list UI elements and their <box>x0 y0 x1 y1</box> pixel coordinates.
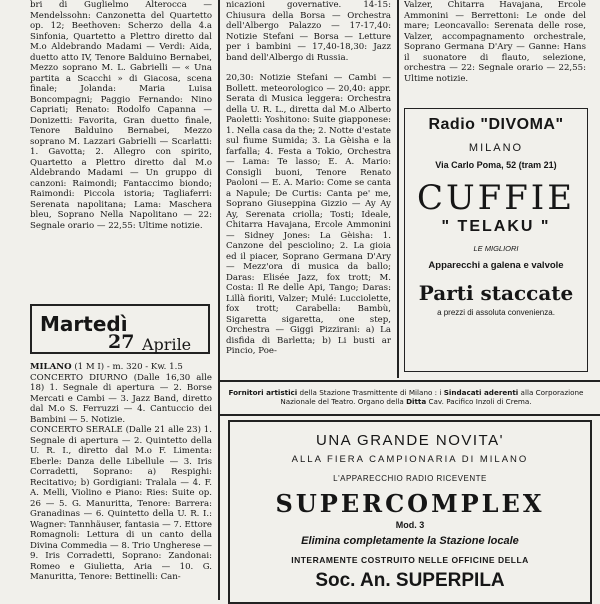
ad-built: INTERAMENTE COSTRUITO NELLE OFFICINE DELLA <box>291 555 529 565</box>
ad-supercomplex <box>228 420 592 604</box>
program-text-2: 20,30: Notizie Stefani — Cambi — Bollett. meteorologico — 20,40: appr. Serata di Musica leggera: Orchestra della U. R. L., diretta dal M.o Alberto Paoletti: Yoshitono: Suite giapponese: 1. Nella casa da the; 2. Notte d'estate sul fiume Sumida; 3. La Gèisha e la farfalla; 4. Festa a Tokio, Orchestra — Lama: Te lasso; E. A. Mario: Consigli buoni, Tenore Renato Paoloni — E. A. Mario: Come se canta a Napule; De Curtis: Canta pe' me, Soprano Giuseppina Gizzio — Ay Ay Ay, Serenata criolla; Tosti; Ideale, Chitarra Havajana, Ercole Ammonini — Sidney Jones: La Gèisha: 1. Canzone del pesciolino; 2. La gioia ed il piacer, Soprano Germana D'Ary — Mezz'ora di musica da ballo; Daras: Elisée Jazz, fox trott; M. Costa: Il Re delle Api, Tango; Daras: Lillà fioriti, Valzer; Mulé: Lucciolette, fox trott; Carabella: Bambù, Sigaretta sigaretta, one step, Orchestra — Giggi Pizzirani: a) La disfida di Barletta; b) Li busti ar Pincio, Poe- <box>226 73 391 356</box>
notice-sindacati: Sindacati aderenti <box>443 388 519 397</box>
notice-pre: Fornitori artistici <box>228 388 298 397</box>
day-name: Martedì <box>40 312 128 336</box>
program-text-1: nicazioni governative. 14-15: Chiusura della Borsa — Orchestra dell'Albergo Palazzo — 17-17,40: Notizie Stefani — Borsa — Letture per i bambini — 17,40-18,30: Jazz band dell'Albergo di Russia. <box>226 0 391 63</box>
ad-product-brand: " TELAKU " <box>441 218 551 235</box>
ad-brand: Radio "DIVOMA" <box>428 116 564 133</box>
day-header <box>30 304 210 354</box>
ad-address: Via Carlo Poma, 52 (tram 21) <box>435 160 557 170</box>
day-number: 27 <box>108 331 135 353</box>
ad-small: L'APPARECCHIO RADIO RICEVENTE <box>333 474 487 483</box>
ad-sub: ALLA FIERA CAMPIONARIA DI MILANO <box>291 454 529 465</box>
ad-headline: UNA GRANDE NOVITA' <box>316 432 504 449</box>
right-column-text <box>404 0 586 105</box>
program-text: bri di Guglielmo Alterocca — Mendelssohn: Canzonetta del Quartetto op. 12; Beethoven: Scherzo della 4.a Sinfonia, Quartetto a Plettro diretto dal M.o Aldebrando Madami — Verdi: Aida, duetto atto IV, Tenore Balduino Bernabei, Mezzo soprano M. L. Gabrielli — « Una partita a Scacchi » di Giacosa, scena finale; Jolanda: Maria Luisa Boncompagni; Paggio Fernando: Nino Capriati; Renato: Rodolfo Capanna — Donizetti: Favorita, Gran duetto finale, Tenore Balduino Bernabei, Mezzo soprano M. Lazzari Gabrielli — Scarlatti: 1. Gavotta; 2. Allegro con spirito, Quartetto a Plettro diretto dal M.o Aldebrando Madami — Un gruppo di canzoni: Raimondi; Fantaccimo biondo; Raimondi: Piccola istoria; Tagliaferri: Serenata napolitana; Lama: Maschera bleu, Soprano Nella Napolitano — 22: Segnale orario — 22,55: Ultime notizie. <box>30 0 212 231</box>
ad-line1: Apparecchi a galena e valvole <box>428 260 564 271</box>
notice-text-1: della Stazione Trasmittente di Milano : i <box>297 388 444 397</box>
left-column-top <box>30 0 212 296</box>
ad-claim: Elimina completamente la Stazione locale <box>301 535 519 547</box>
ad-parts: Parti staccate <box>418 281 574 305</box>
ad-divoma <box>404 108 588 372</box>
notice-strip <box>222 388 590 406</box>
ad-product: SUPERCOMPLEX <box>275 489 545 518</box>
notice-text-3: Cav. Pacifico Inzoli di Crema. <box>426 397 532 406</box>
ad-city: MILANO <box>468 142 524 154</box>
concerto-serale: CONCERTO SERALE (Dalle 21 alle 23) 1. Segnale di apertura — 2. Quintetto della U. R. I., diretto dal M.o F. Limenta: Eberle: Danza delle Libellule — 3. Iris Corradetti, Soprano: a) Respighi: Recitativo; b) Gordigiani: Tralala — 4. F. A. Melli, Violino e Piano: Ries: Suite op. 26 — 5. G. Manuritta, Tenore: Barrera: Granadinas — 6. Quintetto della U. R. I.: Wagner: Tannhäuser, fantasia — 7. Ettore Romagnoli: Lettura di un canto della Divina Commedia — 8. Trio Ungherese — 9. Iris Corradetti, Soprano: Zandonai: Romeo e Giulietta, Aria — 10. G. Manuritta, Tenore: Bettinelli: Can- <box>30 425 212 582</box>
notice-ditta: Ditta <box>406 397 427 406</box>
notice-text-2: alla Corporazione Nazionale del Teatro. Organo della <box>280 388 584 406</box>
ad-company: Soc. An. SUPERPILA <box>315 570 505 591</box>
station-line <box>30 362 212 373</box>
left-column-bottom <box>30 362 212 600</box>
day-month: Aprile <box>142 335 192 354</box>
ad-tagline: LE MIGLIORI <box>473 244 519 253</box>
ad-parts-sub: a prezzi di assoluta convenienza. <box>437 308 555 317</box>
column-rule-left <box>218 0 220 600</box>
program-text: Valzer, Chitarra Havajana, Ercole Ammonini — Berrettoni: Le onde del mare; Leoncavallo: Serenata delle rose, Valzer, accompagnamento orchestrale, Soprano Germana D'Ary — Ganne: Hans il suonatore di flauto, selezione, orchestra — 22: Segnale orario — 22,55: Ultime notizie. <box>404 0 586 84</box>
notice-rule-bottom <box>218 414 600 416</box>
station-info: (1 M I) - m. 320 - Kw. 1.5 <box>74 362 183 372</box>
middle-column <box>226 0 391 376</box>
station-name: MILANO <box>30 362 72 372</box>
ad-model: Mod. 3 <box>395 520 425 530</box>
ad-product: CUFFIE <box>416 178 576 218</box>
column-rule-right <box>397 0 399 378</box>
concerto-diurno: CONCERTO DIURNO (Dalle 16,30 alle 18) 1. Segnale di apertura — 2. Borse Mercati e Cambi — 3. Jazz Band, diretto dal M.o S. Ferruzzi — 4. Cantuccio dei Bambini — 5. Notizie. <box>30 372 212 425</box>
notice-rule-top <box>218 380 600 382</box>
